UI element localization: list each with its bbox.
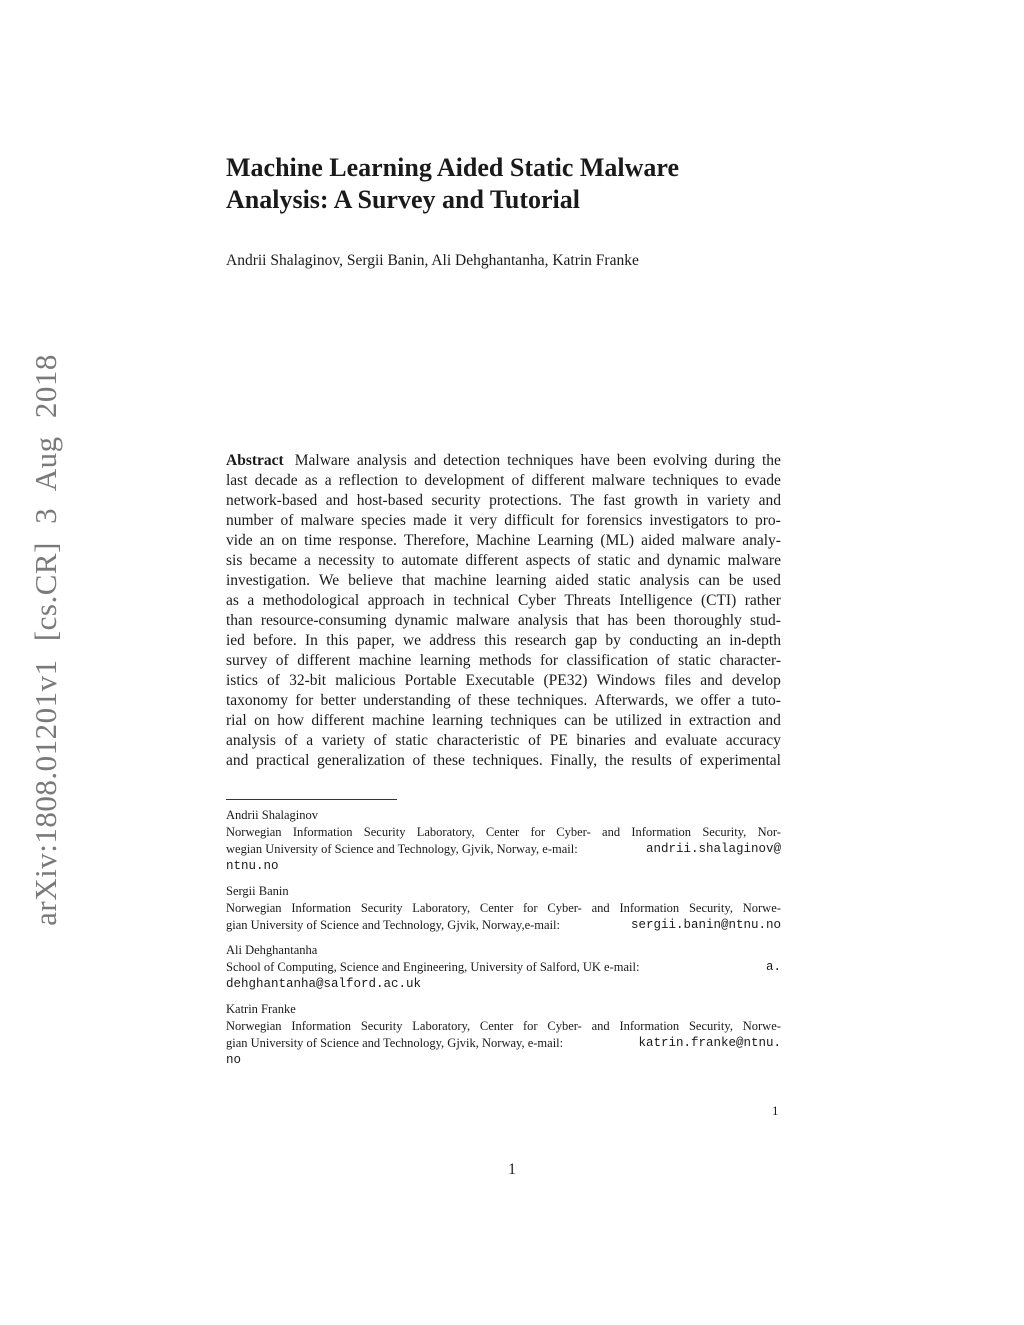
abstract [226,451,781,771]
email-link[interactable]: katrin.franke@ntnu. [638,1036,781,1050]
email-link[interactable]: sergii.banin@ntnu.no [630,918,781,932]
abstract-label: Abstract [226,452,284,469]
abstract-line: last decade as a reflection to development of different malware techniques to evade [226,472,781,489]
abstract-line: istics of 32-bit malicious Portable Executable (PE32) Windows files and develop [226,672,781,689]
abstract-line: survey of different machine learning methods for classification of static character- [226,652,781,669]
abstract-line: network-based and host-based security protections. The fast growth in variety and [226,492,781,509]
abstract-line: analysis of a variety of static characteristic of PE binaries and evaluate accuracy [226,732,781,749]
email-link[interactable]: ntnu.no [226,859,279,873]
abstract-line: as a methodological approach in technical Cyber Threats Intelligence (CTI) rather [226,592,781,609]
footnote-affiliation-line: Norwegian Information Security Laboratory, Center for Cyber- and Information Security, Norwe- [226,1019,781,1033]
paper-title [226,152,786,216]
abstract-line: and practical generalization of these techniques. Finally, the results of experimental [226,752,781,769]
footnote-affiliation-line: Norwegian Information Security Laboratory, Center for Cyber- and Information Security, Nor- [226,825,781,839]
footnote-affiliation-line: School of Computing, Science and Engineering, University of Salford, UK e-mail: [226,960,640,974]
email-link[interactable]: a. [765,960,781,974]
author-footnotes [226,807,781,1077]
footnote-author-4 [226,1001,781,1069]
footnote-author-name: Katrin Franke [226,1002,296,1016]
footnote-affiliation-line: gian University of Science and Technology, Gjvik, Norway,e-mail: [226,918,560,932]
abstract-line: sis became a necessity to automate different aspects of static and dynamic malware [226,552,781,569]
footnote-author-3 [226,942,781,993]
title-line-2: Analysis: A Survey and Tutorial [226,185,580,214]
abstract-line: taxonomy for better understanding of these techniques. Afterwards, we offer a tuto- [226,692,781,709]
footnote-author-name: Sergii Banin [226,884,289,898]
arxiv-id-text: arXiv:1808.01201v1 [cs.CR] 3 Aug 2018 [28,354,64,926]
footnote-author-2 [226,883,781,934]
abstract-line: ied before. In this paper, we address this research gap by conducting an in-depth [226,632,781,649]
footnote-author-name: Andrii Shalaginov [226,808,319,822]
footnote-divider [226,799,397,800]
abstract-line: vide an on time response. Therefore, Machine Learning (ML) aided malware analy- [226,532,781,549]
abstract-line: than resource-consuming dynamic malware analysis that has been thoroughly stud- [226,612,781,629]
arxiv-sidebar-stamp [20,350,72,930]
footnote-affiliation-line: Norwegian Information Security Laboratory, Center for Cyber- and Information Security, Norwe- [226,901,781,915]
author-list: Andrii Shalaginov, Sergii Banin, Ali Dehghantanha, Katrin Franke [226,252,639,269]
page-number: 1 [508,1161,516,1178]
footnote-author-1 [226,807,781,875]
title-line-1: Machine Learning Aided Static Malware [226,153,680,182]
abstract-line: number of malware species made it very difficult for forensics investigators to pro- [226,512,781,529]
abstract-line: investigation. We believe that machine learning aided static analysis can be used [226,572,781,589]
email-link[interactable]: dehghantanha@salford.ac.uk [226,977,422,991]
email-link[interactable]: andrii.shalaginov@ [645,842,781,856]
footnote-marker: 1 [772,1103,779,1118]
footnote-affiliation-line: gian University of Science and Technology, Gjvik, Norway, e-mail: [226,1036,564,1050]
abstract-line: rial on how different machine learning techniques can be utilized in extraction and [226,712,781,729]
abstract-line: Abstract Malware analysis and detection techniques have been evolving during the [226,452,781,469]
footnote-author-name: Ali Dehghantanha [226,943,318,957]
footnote-affiliation-line: wegian University of Science and Technology, Gjvik, Norway, e-mail: [226,842,578,856]
email-link[interactable]: no [226,1053,242,1067]
